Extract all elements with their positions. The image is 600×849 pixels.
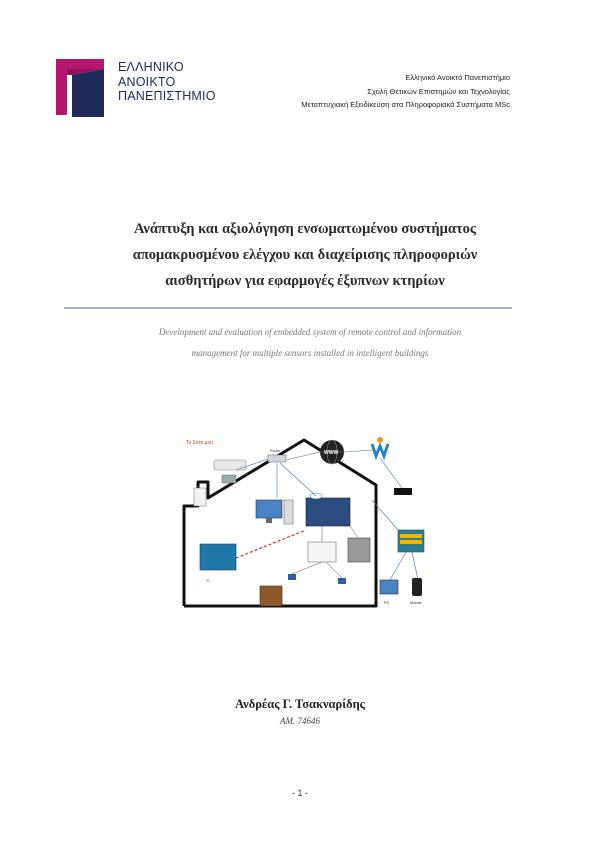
institution-header — [301, 71, 510, 112]
author-name: Ανδρέας Γ. Τσακναρίδης — [235, 697, 365, 711]
pc-label: PC — [384, 600, 390, 605]
logo-wordmark — [118, 60, 216, 104]
logo-line-2: ΑΝΟΙΚΤΟ — [118, 74, 176, 89]
university-logo-mark — [56, 55, 118, 119]
title-greek-line-3: αισθητήρων για εφαρμογές έξυπνων κτηρίων — [165, 273, 445, 289]
page-number: - 1 - — [291, 788, 308, 798]
home-label: Το Σπίτι μου — [186, 440, 213, 446]
logo-line-1: ΕΛΛΗΝΙΚΟ — [118, 60, 184, 74]
school-name: Σχολή Θετικών Επιστημών και Τεχνολογίας — [367, 86, 510, 96]
program-name: Μεταπτυχιακή Εξειδίκευση στα Πληροφοριακά Συστήματα MSc — [301, 100, 510, 109]
title-divider — [64, 307, 512, 309]
logo-line-3: ΠΑΝΕΠΙΣΤΗΜΙΟ — [118, 89, 216, 103]
title-english-line-2: management for multiple sensors installed in intelligent buildings — [191, 348, 429, 358]
mobile-label: Mobile — [410, 600, 422, 605]
thesis-title-greek — [60, 216, 550, 294]
title-greek-line-2: απομακρυσμένου ελέγχου και διαχείρισης πληροφοριών — [132, 247, 478, 263]
title-english-line-1: Development and evaluation of embedded system of remote control and information — [158, 327, 462, 337]
university-name: Ελληνικό Ανοικτό Πανεπιστήμιο — [405, 73, 510, 82]
student-id: ΑΜ. 74646 — [280, 716, 320, 726]
smart-home-diagram — [176, 430, 432, 614]
thesis-title-english — [70, 322, 550, 364]
svg-text:∞: ∞ — [206, 578, 210, 584]
university-logo — [56, 55, 216, 119]
title-greek-line-1: Ανάπτυξη και αξιολόγηση ενσωματωμένου συστήματος — [133, 221, 477, 237]
router-label: Router — [270, 449, 281, 453]
www-label: WWW — [324, 450, 339, 456]
smart-home-diagram-graphic — [176, 430, 432, 614]
